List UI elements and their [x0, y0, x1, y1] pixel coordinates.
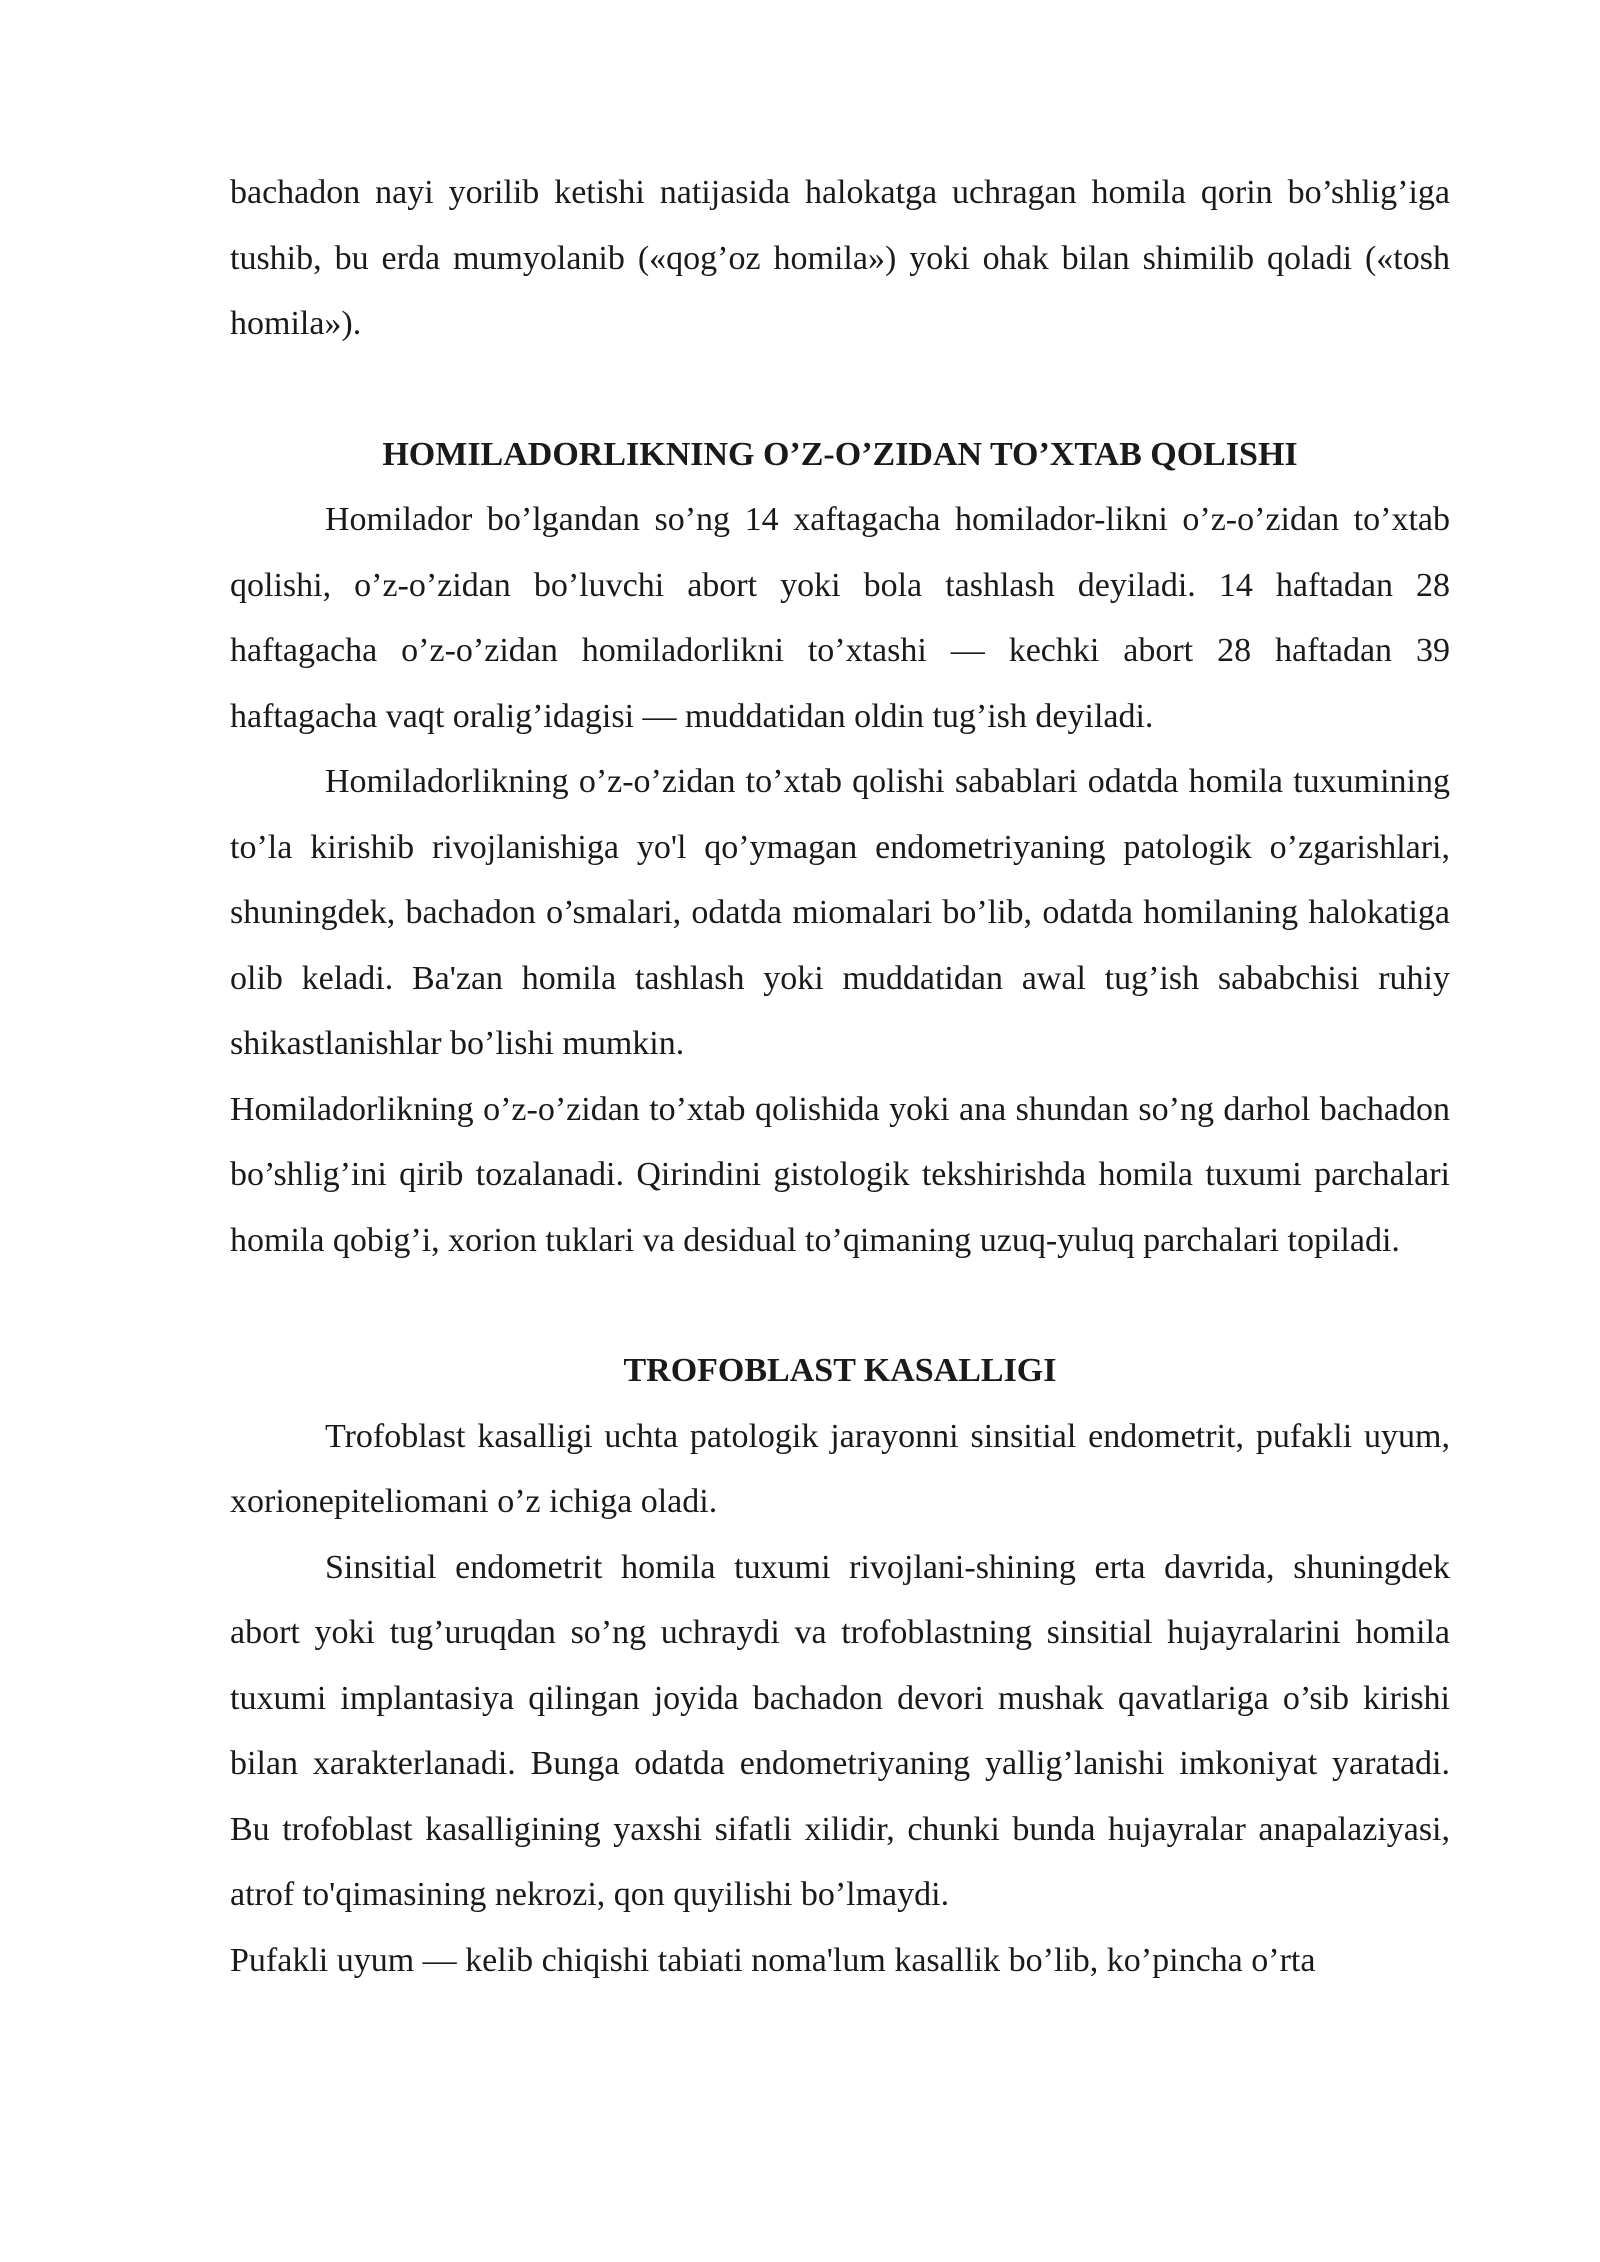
spacer — [230, 357, 1450, 422]
document-page — [230, 160, 1450, 1993]
paragraph-definition: Homilador bo’lgandan so’ng 14 xaftagacha homilador-likni o’z-o’zidan to’xtab qolishi, o’z-o’zidan bo’luvchi abort yoki bola tashlash deyiladi. 14 haftadan 28 haftagacha o’z-o’zidan homiladorlikni to’xtashi — kechki abort 28 haftadan 39 haftagacha vaqt oralig’idagisi — muddatidan oldin tug’ish deyiladi. — [230, 501, 1450, 735]
paragraph-endometritis: Sinsitial endometrit homila tuxumi rivojlani-shining erta davrida, shuningdek abort yoki tug’uruqdan so’ng uchraydi va trofoblastning sinsitial hujayralarini homila tuxumi implantasiya qilingan joyida bachadon devori mushak qavatlariga o’sib kirishi bilan xarakterlanadi. Bunga odatda endometriyaning yallig’lanishi imkoniyat yaratadi. Bu trofoblast kasalligining yaxshi sifatli xilidir, chunki bunda hujayralar anapalaziyasi, atrof to'qimasining nekrozi, qon quyilishi bo’lmaydi. — [230, 1548, 1450, 1913]
spacer — [230, 1273, 1450, 1338]
paragraph-hydatidiform-mole: Pufakli uyum — kelib chiqishi tabiati noma'lum kasallik bo’lib, ko’pincha o’rta — [230, 1941, 1316, 1979]
paragraph-causes: Homiladorlikning o’z-o’zidan to’xtab qolishi sabablari odatda homila tuxumining to’la kirishib rivojlanishiga yo'l qo’ymagan endometriyaning patologik o’zgarishlari, shuningdek, bachadon o’smalari, odatda miomalari bo’lib, odatda homilaning halokatiga olib keladi. Ba'zan homila tashlash yoki muddatidan awal tug’ish sababchisi ruhiy shikastlanishlar bo’lishi mumkin. — [230, 763, 1450, 1062]
paragraph-treatment: Homiladorlikning o’z-o’zidan to’xtab qolishida yoki ana shundan so’ng darhol bachadon bo’shlig’ini qirib tozalanadi. Qirindini gistologik tekshirishda homila tuxumi parchalari homila qobig’i, xorion tuklari va desidual to’qimaning uzuq-yuluq parchalari topiladi. — [230, 1090, 1450, 1259]
intro-paragraph: bachadon nayi yorilib ketishi natijasida halokatga uchragan homila qorin bo’shlig’iga tushib, bu erda mumyolanib («qog’oz homila») yoki ohak bilan shimilib qoladi («tosh homila»). — [230, 174, 1450, 342]
paragraph-trophoblast-intro: Trofoblast kasalligi uchta patologik jarayonni sinsitial endometrit, pufakli uyum, xorionepiteliomani o’z ichiga oladi. — [230, 1417, 1450, 1520]
section-heading-miscarriage: HOMILADORLIKNING O’Z-O’ZIDAN TO’XTAB QOLISHI — [382, 435, 1298, 473]
section-heading-trophoblast: TROFOBLAST KASALLIGI — [623, 1352, 1057, 1389]
